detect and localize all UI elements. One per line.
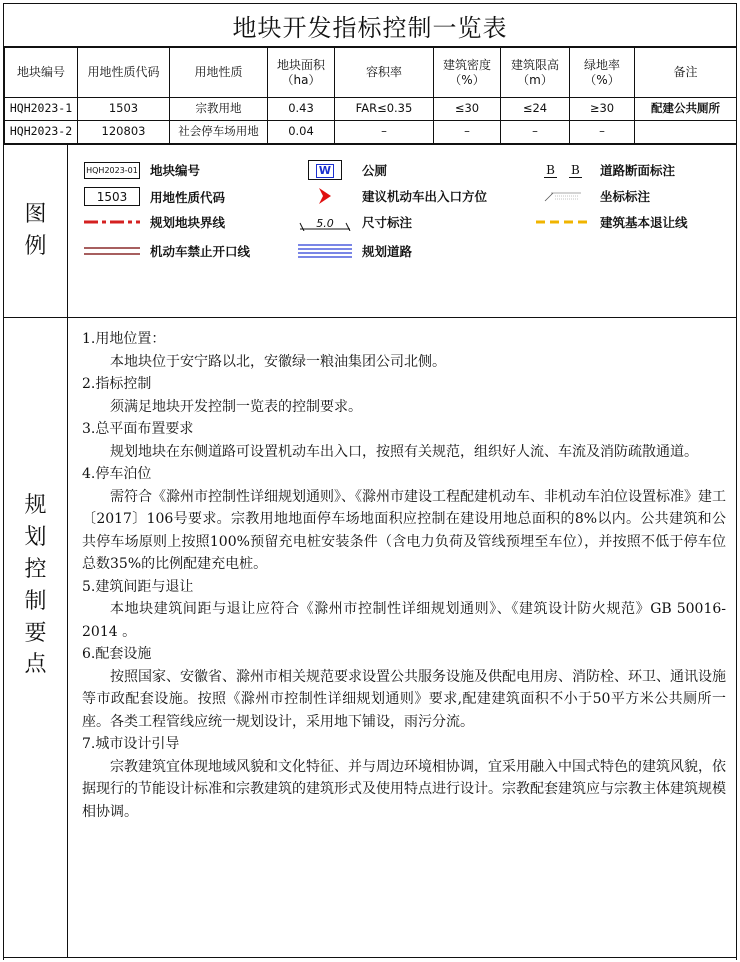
parcel-id-symbol: HQH2023-01: [84, 162, 140, 179]
cell-height: ≤24: [501, 98, 570, 121]
document-frame: [3, 3, 737, 960]
section-heading-urban-design: 7.城市设计引导: [82, 736, 180, 752]
cell-far: –: [335, 121, 434, 144]
legend-item-land-code: 1503 用地性质代码: [84, 187, 225, 206]
cell-land-code: 120803: [78, 121, 170, 144]
cell-land-code: 1503: [78, 98, 170, 121]
header-cell-height: 建筑限高 （m）: [501, 48, 570, 98]
header-cell-land-code: 用地性质代码: [78, 48, 170, 98]
bottom-border: [3, 957, 737, 961]
section-heading-setback: 5.建筑间距与退让: [82, 578, 194, 595]
section-text-layout: 规划地块在东侧道路可设置机动车出入口，按照有关规范，组织好人流、车流及消防疏散通道。: [110, 443, 698, 460]
section-heading-facilities: 6.配套设施: [82, 646, 152, 662]
cell-density: ≤30: [434, 98, 501, 121]
header-cell-green: 绿地率 （%）: [570, 48, 635, 98]
header-cell-density: 建筑密度 （%）: [434, 48, 501, 98]
header-cell-area: 地块面积 （ha）: [268, 48, 335, 98]
section-heading-indicators: 2.指标控制: [82, 376, 152, 392]
section-heading-layout: 3.总平面布置要求: [82, 421, 194, 437]
table-row: [5, 121, 737, 144]
legend-item-boundary: 规划地块界线: [84, 213, 225, 231]
cell-height: –: [501, 121, 570, 144]
legend-item-coord: 坐标标注: [536, 187, 650, 205]
cell-green: –: [570, 121, 635, 144]
section-text-urban-design: 宗教建筑宜体现地域风貌和文化特征、并与周边环境相协调，宜采用融入中国式特色的建筑风貌，依据现行的节能设计标准和宗教建筑的建筑形式及使用特点进行设计。宗教配套建筑应与宗教主体建筑规模相协调。: [82, 758, 726, 820]
requirements-side-label: 规 划 控 制 要 点: [4, 318, 68, 958]
legend-item-road: 规划道路: [298, 242, 412, 260]
road-section-icon: B B: [546, 162, 580, 177]
cell-density: –: [434, 121, 501, 144]
table-row: [5, 98, 737, 121]
legend-item-section: B B 道路断面标注: [536, 161, 675, 179]
page-title: 地块开发指标控制一览表: [4, 4, 736, 47]
land-code-symbol: 1503: [84, 187, 140, 206]
legend-body: [68, 145, 736, 317]
requirements-body: [68, 318, 736, 958]
setback-line-icon: [536, 214, 590, 231]
entrance-arrow-icon: [298, 188, 352, 205]
table-header-row: [5, 48, 737, 98]
cell-green: ≥30: [570, 98, 635, 121]
section-heading-parking: 4.停车泊位: [82, 466, 152, 482]
section-text-parking: 需符合《滁州市控制性详细规划通则》、《滁州市建设工程配建机动车、非机动车泊位设置标准》建工〔2017〕106号要求。宗教用地地面停车场地面积应控制在建设用地总面积的8%以内。公共建筑和公共停车场原则上按照100%预留充电桩安装条件（含电力负荷及管线预埋至车位），并按照不低于停车位总数35%的比例配建充电桩。: [82, 488, 726, 572]
legend-item-no-opening: 机动车禁止开口线: [84, 242, 250, 260]
cell-note: 配建公共厕所: [635, 98, 737, 121]
cell-area: 0.43: [268, 98, 335, 121]
section-text-location: 本地块位于安宁路以北，安徽绿一粮油集团公司北侧。: [110, 353, 446, 370]
section-text-indicators: 须满足地块开发控制一览表的控制要求。: [110, 398, 362, 415]
legend-item-parcel-id: HQH2023-01 地块编号: [84, 161, 200, 179]
no-opening-line-icon: [84, 243, 140, 260]
section-text-setback: 本地块建筑间距与退让应符合《滁州市控制性详细规划通则》、《建筑设计防火规范》GB 50016-2014 。: [82, 601, 726, 640]
header-cell-far: 容积率: [335, 48, 434, 98]
boundary-line-icon: [84, 214, 140, 231]
legend-item-dimension: 5.0 尺寸标注: [298, 213, 412, 231]
cell-area: 0.04: [268, 121, 335, 144]
cell-parcel-id: HQH2023-2: [5, 121, 78, 144]
requirements-section: [4, 317, 736, 958]
header-cell-parcel-id: 地块编号: [5, 48, 78, 98]
cell-far: FAR≤0.35: [335, 98, 434, 121]
header-cell-land-use: 用地性质: [170, 48, 268, 98]
coordinate-icon: [536, 188, 590, 205]
legend-item-toilet: W 公厕: [298, 161, 387, 179]
cell-land-use: 宗教用地: [170, 98, 268, 121]
section-text-facilities: 按照国家、安徽省、滁州市相关规范要求设置公共服务设施及供配电用房、消防栓、环卫、通讯设施等市政配套设施。按照《滁州市控制性详细规划通则》要求,配建建筑面积不小于50平方米公共厕所一座。各类工程管线应统一规划设计，采用地下铺设，雨污分流。: [82, 668, 726, 730]
legend-item-entrance: 建议机动车出入口方位: [298, 187, 487, 205]
cell-land-use: 社会停车场用地: [170, 121, 268, 144]
toilet-icon: W: [298, 162, 352, 179]
legend-side-label: 图 例: [4, 145, 68, 317]
index-table: [4, 47, 737, 144]
legend-section: [4, 144, 736, 317]
section-heading-location: 1.用地位置：: [82, 331, 166, 347]
road-icon: [298, 243, 352, 260]
cell-note: [635, 121, 737, 144]
dimension-icon: 5.0: [298, 214, 352, 231]
legend-item-setback: 建筑基本退让线: [536, 213, 688, 231]
cell-parcel-id: HQH2023-1: [5, 98, 78, 121]
header-cell-note: 备注: [635, 48, 737, 98]
